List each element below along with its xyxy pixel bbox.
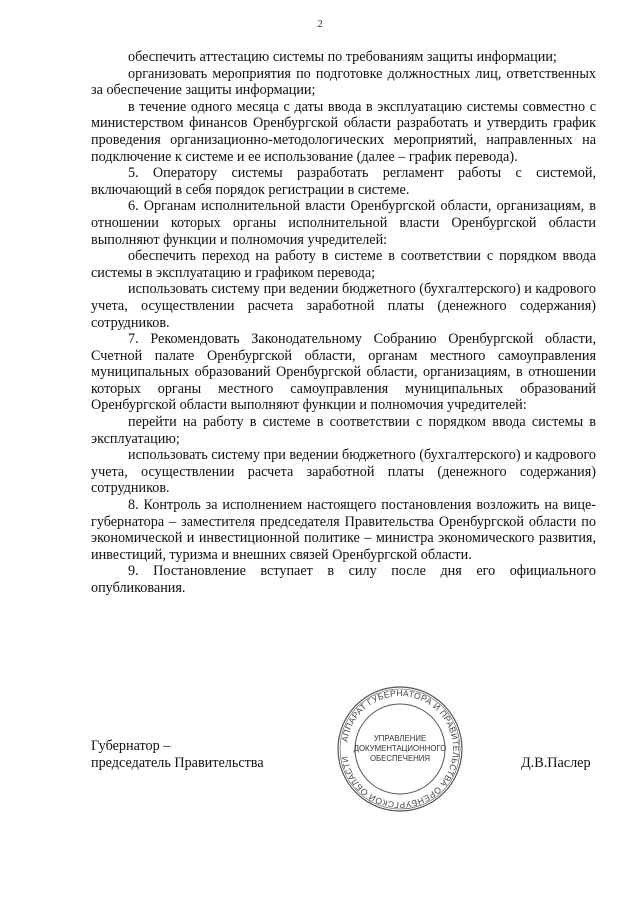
seal-inner-line2: ДОКУМЕНТАЦИОННОГО (353, 744, 447, 753)
paragraph: 7. Рекомендовать Законодательному Собранию Оренбургской области, Счетной палате Оренбургской области, органам местного самоуправления муниципальных образований Оренбургской области, организациям, в отношении которых органы местного самоуправления муниципальных образований Оренбургской области выполняют функции и полномочия учредителей: (91, 331, 596, 414)
seal-inner-line1: УПРАВЛЕНИЕ (373, 734, 427, 743)
paragraph: 5. Оператору системы разработать регламент работы с системой, включающий в себя порядок регистрации в системе. (91, 165, 596, 198)
seal-outer-text: АППАРАТ ГУБЕРНАТОРА И ПРАВИТЕЛЬСТВА ОРЕНБУРГСКОЙ ОБЛАСТИ (339, 687, 462, 811)
signatory-title-line1: Губернатор – (91, 738, 171, 754)
paragraph: использовать систему при ведении бюджетного (бухгалтерского) и кадрового учета, осуществлении расчета заработной платы (денежного содержания) сотрудников. (91, 447, 596, 497)
paragraph: 8. Контроль за исполнением настоящего постановления возложить на вице-губернатора – заместителя председателя Правительства Оренбургской области по экономической и инвестиционной политике – министра экономического развития, инвестиций, туризма и внешних связей Оренбургской области. (91, 497, 596, 563)
signatory-title-line2: председатель Правительства (91, 755, 264, 771)
paragraph: перейти на работу в системе в соответствии с порядком ввода системы в эксплуатацию; (91, 414, 596, 447)
signatory-name: Д.В.Паслер (521, 755, 591, 771)
paragraph: 6. Органам исполнительной власти Оренбургской области, организациям, в отношении которых органы исполнительной власти Оренбургской области выполняют функции и полномочия учредителей: (91, 198, 596, 248)
paragraph: организовать мероприятия по подготовке должностных лиц, ответственных за обеспечение защиты информации; (91, 65, 596, 99)
paragraph: обеспечить аттестацию системы по требованиям защиты информации; (128, 49, 557, 65)
official-seal-stamp (335, 684, 465, 814)
signatory-title (91, 738, 264, 772)
paragraph: использовать систему при ведении бюджетного (бухгалтерского) и кадрового учета, осуществлении расчета заработной платы (денежного содержания) сотрудников. (91, 281, 596, 331)
paragraph: обеспечить переход на работу в системе в соответствии с порядком ввода системы в эксплуатацию и графиком перевода; (91, 248, 596, 281)
paragraph: в течение одного месяца с даты ввода в эксплуатацию системы совместно с министерством финансов Оренбургской области разработать и утвердить график проведения организационно-методологических мероприятий, направленных на подключение к системе и ее использование (далее – график перевода). (91, 98, 596, 165)
seal-inner-line3: ОБЕСПЕЧЕНИЯ (369, 754, 431, 763)
paragraph: 9. Постановление вступает в силу после дня его официального опубликования. (91, 563, 596, 596)
page-number: 2 (317, 18, 323, 30)
document-body (91, 49, 596, 597)
